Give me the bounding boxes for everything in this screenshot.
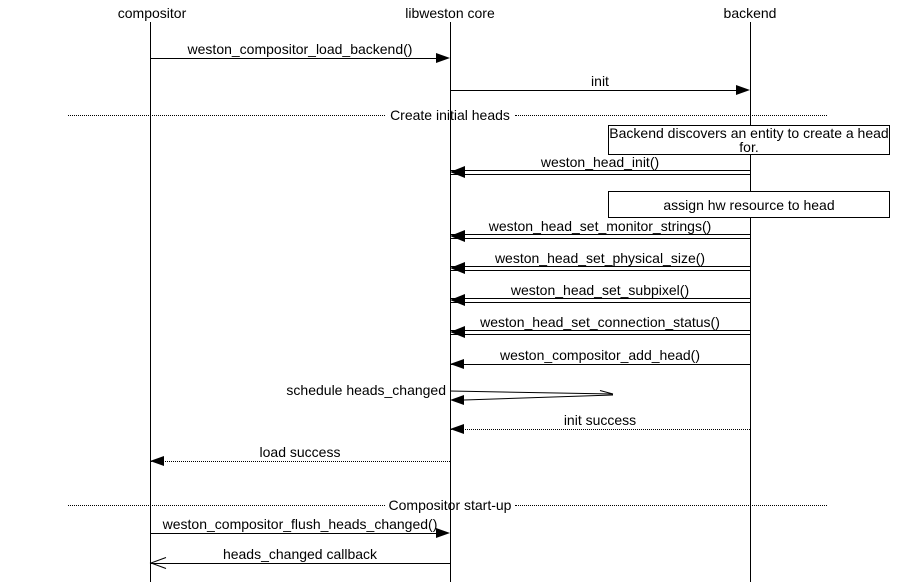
message-line-top (450, 330, 750, 331)
divider-label: Compositor start-up (388, 497, 512, 513)
message-line (450, 364, 750, 365)
message-line-bottom (450, 334, 750, 335)
message-label: heads_changed callback (222, 546, 378, 562)
message-line-bottom (450, 174, 750, 175)
note-backend-discovers: Backend discovers an entity to create a head for. (609, 125, 889, 155)
divider-line-left (68, 115, 385, 116)
set-monitor-strings-arrowhead (450, 230, 465, 242)
head-init-arrowhead (450, 166, 465, 178)
message-line-bottom (450, 302, 750, 303)
divider-line-right (515, 505, 827, 506)
add-head-arrowhead (450, 359, 464, 369)
message-label: schedule heads_changed (286, 382, 446, 398)
message-label: weston_compositor_load_backend() (187, 41, 413, 57)
lifeline-backend (750, 22, 751, 582)
message-line (450, 429, 750, 430)
init-arrowhead (736, 85, 750, 95)
message-label: weston_compositor_flush_heads_changed() (162, 516, 438, 532)
message-line-top (450, 266, 750, 267)
entity-label-backend: backend (723, 5, 777, 21)
heads-changed-callback-open-arrowhead (150, 557, 167, 570)
message-line (150, 58, 438, 59)
message-label: weston_head_set_monitor_strings() (488, 218, 712, 234)
note-assign-hw-resource: assign hw resource to head (608, 191, 890, 218)
entity-label-libweston-core: libweston core (405, 5, 495, 21)
divider-line-left (68, 505, 385, 506)
message-label: weston_head_set_connection_status() (480, 314, 720, 330)
lifeline-compositor (150, 22, 151, 582)
init-success-arrowhead (450, 424, 464, 434)
message-label: init (591, 73, 609, 89)
message-line (150, 563, 450, 564)
message-line (150, 533, 438, 534)
message-line-top (450, 298, 750, 299)
message-line-top (450, 234, 750, 235)
entity-label-compositor: compositor (117, 5, 187, 21)
message-label: weston_head_set_subpixel() (510, 282, 690, 298)
message-label: weston_head_set_physical_size() (494, 250, 706, 266)
message-label: weston_head_init() (540, 154, 660, 170)
flush-heads-changed-arrowhead (436, 528, 450, 538)
divider-line-right (515, 115, 827, 116)
set-subpixel-arrowhead (450, 294, 465, 306)
set-physical-size-arrowhead (450, 262, 465, 274)
load-backend-arrowhead (436, 53, 450, 63)
message-line-bottom (450, 270, 750, 271)
divider-label: Create initial heads (390, 107, 510, 123)
load-success-arrowhead (150, 456, 164, 466)
message-line (450, 90, 738, 91)
schedule-heads-changed-arrowhead (450, 395, 464, 405)
message-line-top (450, 170, 750, 171)
message-line (150, 461, 450, 462)
message-label: load success (259, 444, 341, 460)
message-label: weston_compositor_add_head() (499, 347, 701, 363)
self-message-loop (450, 385, 620, 405)
message-label: init success (563, 412, 637, 428)
message-line-bottom (450, 238, 750, 239)
set-connection-status-arrowhead (450, 326, 465, 338)
